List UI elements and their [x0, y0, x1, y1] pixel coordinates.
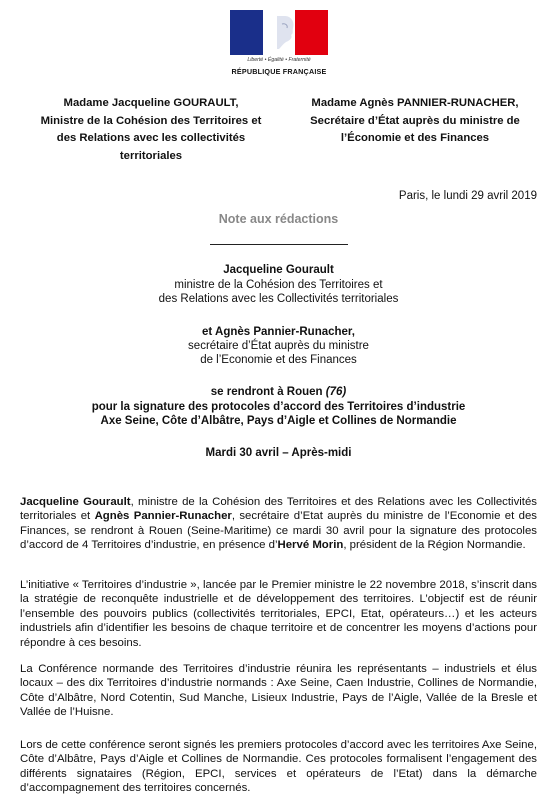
- announcement-role2: secrétaire d’État auprès du ministre: [188, 340, 369, 352]
- body-paragraph-4: Lors de cette conférence seront signés les premiers protocoles d’accord avec les territoires Axe Seine, Côte d’Albâtre, Pays d’Aigle et Collines de Normandie. Ces protocoles formalisent l’engagement des différents signataires (Région, EPCI, services et opérateurs de l’Etat) dans la démarche d’accompagnement des territoires concernés.: [20, 739, 537, 795]
- announcement-event-line: pour la signature des protocoles d’accord des Territoires d’industrie: [91, 401, 466, 413]
- announcement-name1: Jacqueline Gourault: [223, 264, 334, 276]
- announcement-role1: des Relations avec les Collectivités territoriales: [158, 293, 399, 305]
- minister-left-line: territoriales: [119, 149, 183, 162]
- paragraph-text: , président de la Région Normandie.: [343, 539, 526, 552]
- title-underline: [210, 244, 348, 245]
- minister-left-line: Madame Jacqueline GOURAULT,: [63, 97, 239, 109]
- minister-right-line: l’Économie et des Finances: [340, 132, 490, 144]
- paragraph-text: , secrétaire d’Etat auprès du ministre de l’Economie et des Finances, se rendront à Rouen (Seine-Maritime) ce mardi 30 avril pour la signature des protocoles d’accord de 4 Territoires d’industrie, en présence d’: [20, 510, 537, 552]
- tricolor-flag: [230, 10, 328, 55]
- person-name: Jacqueline Gourault: [20, 496, 131, 508]
- minister-left-heading: [20, 95, 282, 165]
- event-dept: (76): [325, 386, 347, 398]
- person-name: Hervé Morin: [277, 539, 344, 552]
- paragraph-text: , ministre de la Cohésion des Territoires et des Relations avec les Collectivités territoriales et: [20, 496, 537, 523]
- note-title: Note aux rédactions: [218, 212, 339, 226]
- republic-motto: Liberté • Égalité • Fraternité: [247, 57, 311, 63]
- announcement-role2: de l’Economie et des Finances: [200, 354, 357, 366]
- minister-right-line: Madame Agnès PANNIER-RUNACHER,: [311, 97, 519, 109]
- body-paragraph-3: La Conférence normande des Territoires d’industrie réunira les représentants – industriels et élus locaux – des dix Territoires d’industrie normands : Axe Seine, Caen Industrie, Collines de Normandie, Côte d’Albâtre, Nord Cotentin, Sud Manche, Lisieux Industrie, Pays de l’Aigle, Vallée de la Bresle et Vallée de l’Huisne.: [20, 663, 537, 719]
- minister-left-line: des Relations avec les collectivités: [56, 132, 246, 144]
- announcement-role1: ministre de la Cohésion des Territoires et: [174, 279, 383, 291]
- body-paragraph-2: L’initiative « Territoires d’industrie », lancée par le Premier ministre le 22 novembre 2018, s’inscrit dans la stratégie de reconquête industrielle et de développement des territoires. L’objectif est de réunir l’ensemble des pouvoirs publics (collectivités territoriales, EPCI, Etat, opérateurs…) et les acteurs industriels afin d’identifier les besoins de chaque territoire et de concentrer les moyens d’actions pour répondre à ces besoins.: [20, 579, 537, 649]
- marianne-logo: [223, 10, 335, 82]
- announcement-event-line: Axe Seine, Côte d’Albâtre, Pays d’Aigle et Collines de Normandie: [100, 415, 457, 427]
- event-prefix: se rendront à Rouen: [210, 386, 326, 398]
- announcement-name2: et Agnès Pannier-Runacher,: [202, 326, 355, 338]
- announcement-when: Mardi 30 avril – Après-midi: [205, 447, 352, 459]
- minister-left-line: Ministre de la Cohésion des Territoires et: [40, 114, 262, 127]
- marianne-profile-icon: [277, 14, 297, 50]
- republic-name: RÉPUBLIQUE FRANÇAISE: [231, 67, 327, 76]
- minister-right-heading: [284, 95, 546, 148]
- person-name: Agnès Pannier-Runacher: [94, 510, 232, 523]
- announcement-event: [0, 385, 557, 400]
- minister-right-line: Secrétaire d’État auprès du ministre de: [310, 114, 520, 127]
- dateline: Paris, le lundi 29 avril 2019: [398, 190, 537, 202]
- body-paragraph-1: [20, 495, 537, 553]
